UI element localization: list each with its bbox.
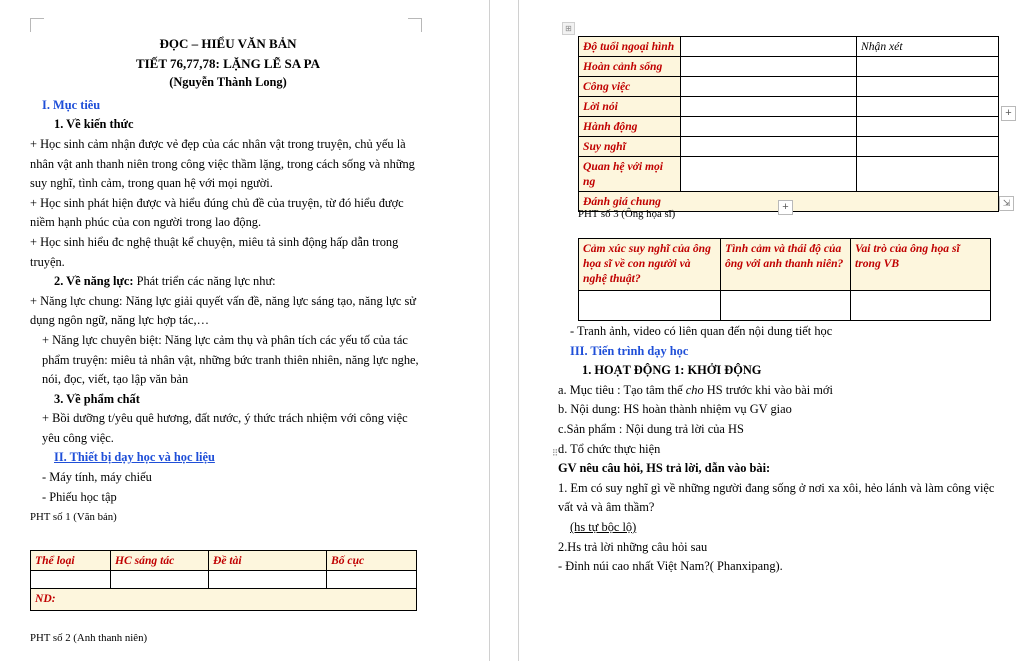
paragraph-6: + Bồi dưỡng t/yêu quê hương, đất nước, ý thức trách nhiệm với công việc yêu công việc. xyxy=(42,411,408,445)
cell-suy-nghi[interactable]: Suy nghĩ xyxy=(579,137,681,157)
cell-cong-viec[interactable]: Công việc xyxy=(579,77,681,97)
paragraph-4: + Năng lực chung: Năng lực giải quyết vấn đề, năng lực sáng tạo, năng lực sử dụng ngôn ngữ, năng lực hợp tác,… xyxy=(30,293,417,328)
cell-hanh-dong[interactable]: Hành động xyxy=(579,117,681,137)
cell-empty[interactable] xyxy=(31,571,111,589)
subsection-khoi-dong: 1. HOẠT ĐỘNG 1: KHỞI ĐỘNG xyxy=(582,363,762,378)
subsection-ve-kien-thuc: 1. Về kiến thức xyxy=(54,117,134,132)
cell-empty[interactable] xyxy=(721,291,851,321)
table-row[interactable] xyxy=(579,77,999,97)
table-row[interactable] xyxy=(31,551,417,571)
cell-empty[interactable] xyxy=(327,571,417,589)
muc-tieu-post: HS trước khi vào bài mới xyxy=(703,382,833,397)
paragraph-1: + Học sinh cảm nhận được vẻ đẹp của các nhân vật trong truyện, chủ yếu là nhân vật anh thanh niên trong công việc thầm lặng, trong cách sống và những suy nghĩ, tình cảm, trong quan hệ với mọi người. xyxy=(30,136,415,191)
subsection-ve-nang-luc-text: Phát triển các năng lực như: xyxy=(133,274,276,289)
caption-pht-2: PHT số 2 (Anh thanh niên) xyxy=(30,632,148,644)
doc-heading-2: TIẾT 76,77,78: LẶNG LẼ SA PA xyxy=(135,55,321,71)
table-pht-2[interactable] xyxy=(578,36,999,212)
cell-nhan-xet[interactable]: Nhận xét xyxy=(857,37,999,57)
cell-the-loai[interactable]: Thể loại xyxy=(31,551,111,571)
cell-empty[interactable] xyxy=(857,137,999,157)
table-row[interactable] xyxy=(31,571,417,589)
table-row[interactable] xyxy=(579,239,991,291)
add-row-button[interactable]: + xyxy=(778,200,793,215)
cell-empty[interactable] xyxy=(851,291,991,321)
table-row[interactable] xyxy=(579,291,991,321)
cell-hoan-canh-song[interactable]: Hoàn cảnh sống xyxy=(579,57,681,77)
left-page-column xyxy=(0,0,489,661)
add-column-button[interactable]: + xyxy=(1001,106,1016,121)
cell-loi-noi[interactable]: Lời nói xyxy=(579,97,681,117)
table-row[interactable] xyxy=(579,97,999,117)
table-row[interactable] xyxy=(579,57,999,77)
cell-empty[interactable] xyxy=(681,157,857,192)
subsection-ve-nang-luc xyxy=(30,272,426,292)
crop-mark-top-right xyxy=(408,18,422,32)
paragraph-question-1: 1. Em có suy nghĩ gì về những người đang sống ở nơi xa xôi, hẻo lánh và làm công việc vất vả và âm thầm? xyxy=(558,480,995,515)
table-move-handle-icon[interactable]: ⊞ xyxy=(562,22,575,35)
cell-hc-sang-tac[interactable]: HC sáng tác xyxy=(111,551,209,571)
subsection-ve-pham-chat: 3. Về phẩm chất xyxy=(54,391,140,406)
page-gap xyxy=(489,0,519,661)
table-pht-3[interactable] xyxy=(578,238,991,321)
section-muc-tieu: I. Mục tiêu xyxy=(42,97,101,112)
cell-empty[interactable] xyxy=(857,117,999,137)
section-thiet-bi: II. Thiết bị dạy học và học liệu xyxy=(54,450,215,465)
cell-empty[interactable] xyxy=(111,571,209,589)
table-row[interactable] xyxy=(579,137,999,157)
cell-empty[interactable] xyxy=(681,137,857,157)
table-pht-1[interactable] xyxy=(30,550,417,611)
cell-empty[interactable] xyxy=(579,291,721,321)
paragraph-7: - Máy tính, máy chiếu xyxy=(42,470,152,485)
paragraph-5: + Năng lực chuyên biệt: Năng lực cảm thụ và phân tích các yếu tố của tác phẩm truyện: miêu tả nhân vật, những bức tranh thiên nhiên, năng lực nghe, nói, đọc, viết, tạo lập văn bản xyxy=(42,332,419,387)
cell-empty[interactable] xyxy=(681,37,857,57)
cell-empty[interactable] xyxy=(681,117,857,137)
paragraph-noi-dung: b. Nội dung: HS hoàn thành nhiệm vụ GV giao xyxy=(558,402,792,417)
paragraph-question-3: - Đỉnh núi cao nhất Việt Nam?( Phanxipang). xyxy=(558,559,783,574)
cell-empty[interactable] xyxy=(681,57,857,77)
cell-empty[interactable] xyxy=(857,77,999,97)
paragraph-gv-neu-cau-hoi: GV nêu câu hỏi, HS trả lời, dẫn vào bài: xyxy=(558,461,771,476)
doc-heading-3: (Nguyễn Thành Long) xyxy=(169,75,287,90)
cell-empty[interactable] xyxy=(857,57,999,77)
cell-bo-cuc[interactable]: Bố cục xyxy=(327,551,417,571)
caption-pht-1: PHT số 1 (Văn bản) xyxy=(30,511,117,524)
cell-empty[interactable] xyxy=(681,77,857,97)
cell-empty[interactable] xyxy=(857,157,999,192)
paragraph-8: - Phiếu học tập xyxy=(42,489,117,504)
cell-tinh-cam-thai-do[interactable]: Tình cảm và thái độ của ông với anh thanh niên? xyxy=(721,239,851,291)
cell-danh-gia-chung[interactable]: Đánh giá chung xyxy=(579,192,999,212)
cell-empty[interactable] xyxy=(681,97,857,117)
cell-cam-xuc-suy-nghi[interactable]: Cảm xúc suy nghĩ của ông họa sĩ về con người và nghệ thuật? xyxy=(579,239,721,291)
drag-grip-icon[interactable]: ⠿ xyxy=(551,448,560,458)
doc-heading-1: ĐỌC – HIỂU VĂN BẢN xyxy=(159,36,297,51)
right-page-column xyxy=(520,0,1019,661)
paragraph-tranh-anh: - Tranh ảnh, video có liên quan đến nội dung tiết học xyxy=(570,324,833,338)
cell-do-tuoi-ngoai-hinh[interactable]: Độ tuổi ngoại hình xyxy=(579,37,681,57)
crop-mark-top-left xyxy=(30,18,44,32)
left-document-body xyxy=(30,34,426,528)
muc-tieu-italic: cho xyxy=(685,382,704,397)
cell-empty[interactable] xyxy=(857,97,999,117)
caption-pht-3: PHT số 3 (Ông họa sĩ) xyxy=(578,208,676,220)
subsection-ve-nang-luc-label: 2. Về năng lực: xyxy=(54,274,134,289)
cell-vai-tro-hoa-si[interactable]: Vai trò của ông họa sĩ trong VB xyxy=(851,239,991,291)
right-document-body xyxy=(558,322,1008,577)
paragraph-question-2: 2.Hs trả lời những câu hỏi sau xyxy=(558,539,708,554)
paragraph-to-chuc: d. Tổ chức thực hiện xyxy=(558,441,661,456)
paragraph-2: + Học sinh phát hiện được và hiểu đúng chủ đề của truyện, từ đó hiểu được niềm hạnh phúc của con người trong lao động. xyxy=(30,195,404,230)
table-resize-handle[interactable]: ⇲ xyxy=(999,196,1014,211)
cell-quan-he-voi-moi-nguoi[interactable]: Quan hệ với mọi ng xyxy=(579,157,681,192)
paragraph-san-pham: c.Sản phẩm : Nội dung trả lời của HS xyxy=(558,421,744,436)
table-row[interactable] xyxy=(579,117,999,137)
table-row[interactable] xyxy=(579,37,999,57)
paragraph-question-1-note: (hs tự bộc lộ) xyxy=(570,519,637,534)
paragraph-muc-tieu xyxy=(558,381,1008,401)
table-row[interactable] xyxy=(579,157,999,192)
cell-de-tai[interactable]: Đề tài xyxy=(209,551,327,571)
table-row[interactable] xyxy=(31,589,417,611)
cell-nd-label[interactable]: ND: xyxy=(31,589,417,611)
cell-empty[interactable] xyxy=(209,571,327,589)
muc-tieu-pre: a. Mục tiêu : Tạo tâm thế xyxy=(558,382,686,397)
paragraph-3: + Học sinh hiểu đc nghệ thuật kể chuyện, miêu tả sinh động hấp dẫn trong truyện. xyxy=(30,234,399,269)
section-tien-trinh: III. Tiến trình dạy học xyxy=(570,343,689,358)
